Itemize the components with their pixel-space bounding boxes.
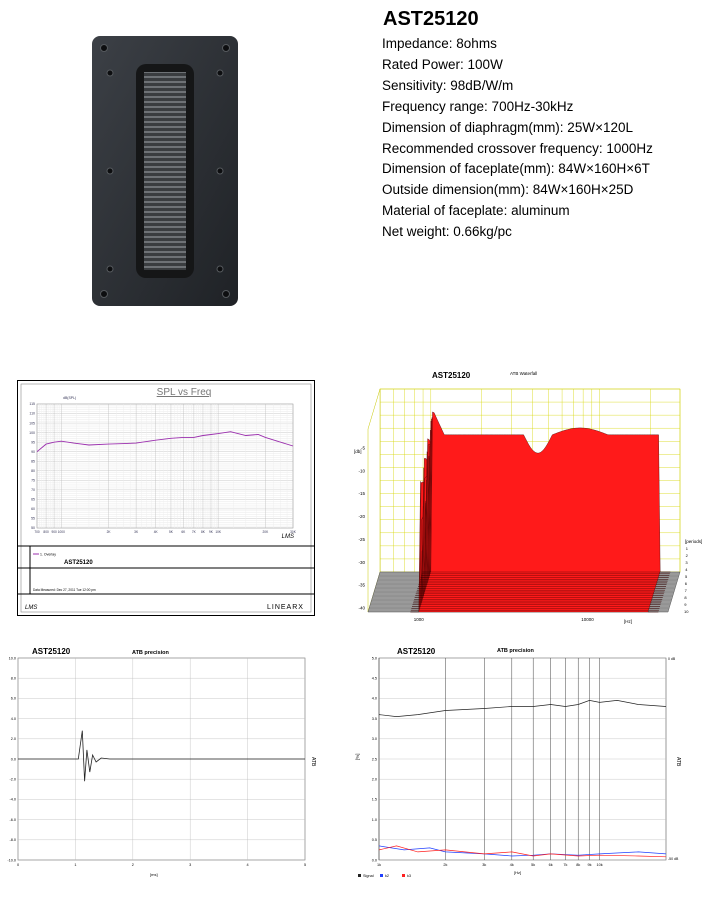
y-tick-label: 75 (31, 478, 35, 483)
y-tick-label: 4.0 (371, 696, 377, 701)
spec-item: Outside dimension(mm): 84W×160H×25D (382, 182, 634, 198)
y-tick-label: 1.5 (371, 797, 377, 802)
x-tick-label: 1 (74, 863, 77, 867)
y-tick-label: 2.5 (371, 757, 377, 762)
y-tick-label: 50 (31, 526, 35, 531)
x-tick-label: 5K (168, 530, 173, 534)
y-tick-label: -25 (358, 536, 365, 542)
y-tick-label: 65 (31, 497, 35, 502)
x-tick-label: 3 (189, 863, 192, 867)
z-tick-label: 6 (684, 581, 688, 586)
legend-swatch (358, 874, 361, 877)
x-tick-label: 0 (16, 863, 20, 867)
y-tick-label: -6.0 (9, 817, 16, 822)
z-tick-label: 2 (685, 553, 688, 558)
y-axis-label: [db] (354, 449, 362, 454)
y-axis-label: [%] (355, 753, 360, 760)
spec-item: Frequency range: 700Hz-30kHz (382, 98, 574, 114)
panel-model: AST25120 (397, 647, 436, 656)
x-tick-label: 8K (201, 530, 205, 534)
distortion-plot-area (372, 656, 666, 867)
z-tick-label: 4 (685, 567, 688, 572)
x-axis-label: [Hz] (514, 870, 522, 875)
y-tick-label: -2.0 (9, 777, 16, 782)
x-tick-label: 2k (443, 863, 448, 867)
x-tick-label: 7k (563, 863, 568, 867)
chart-title: SPL vs Freq (156, 387, 212, 398)
y-tick-label: 60 (31, 507, 35, 512)
z-tick-label: 9 (684, 602, 687, 607)
x-tick-label: 4 (246, 863, 249, 867)
y-tick-label: 70 (31, 488, 35, 493)
x-tick-label: 20K (262, 530, 269, 534)
x-tick-label: 10K (215, 530, 221, 534)
y-tick-label: -20 (358, 514, 365, 519)
x-tick-label: 3K (134, 530, 139, 534)
y-tick-label: 90 (31, 449, 35, 454)
x-tick-label: 4k (509, 863, 514, 867)
diaphragm (144, 72, 186, 270)
spl-plot-area (29, 402, 297, 534)
z-tick-label: 7 (684, 588, 687, 593)
spec-list (382, 34, 653, 243)
panel-model: AST25120 (432, 371, 471, 380)
spl-chart-panel (17, 380, 315, 616)
y-tick-label: 4.5 (371, 676, 377, 681)
y-tick-label: 95 (31, 440, 35, 445)
y-tick-label: 1.0 (371, 817, 377, 822)
measured-date: Data Measured: Dec 27, 2011 Tue 12:00 pm (33, 588, 96, 592)
y-tick-label: 2.0 (10, 737, 16, 742)
y-tick-label: -15 (358, 491, 365, 497)
product-model: AST25120 (383, 8, 479, 30)
legend-label: k2 (385, 874, 390, 878)
x-tick-label: 7K (191, 530, 196, 534)
x-tick-label: 10000 (581, 617, 594, 622)
y-tick-label: 8.0 (10, 676, 16, 681)
y-tick-label: 115 (29, 402, 35, 407)
lms-logo: LMS (281, 534, 294, 540)
y-tick-label: 0.0 (10, 757, 16, 762)
x-tick-label: 6K (181, 530, 186, 534)
x-tick-label: 9k (587, 863, 592, 867)
y-tick-label: 4.0 (10, 716, 16, 721)
spec-item: Dimension of faceplate(mm): 84W×160H×6T (382, 161, 650, 177)
z-tick-label: 8 (684, 595, 687, 600)
x-tick-label: 5 (303, 863, 307, 867)
right-tick-bottom: -50 dB (668, 857, 679, 861)
y-tick-label: 3.0 (371, 737, 377, 742)
panel-model: AST25120 (64, 560, 93, 566)
legend-swatch (402, 874, 405, 877)
panel-model: AST25120 (32, 647, 71, 656)
y-tick-label: 2.0 (371, 777, 377, 782)
y-tick-label: 55 (31, 516, 35, 521)
x-tick-label: 4K (153, 530, 158, 534)
z-tick-label: 5 (685, 574, 688, 579)
y-tick-label: 0.5 (371, 838, 377, 843)
x-tick-label: 2 (131, 863, 134, 867)
distortion-chart-panel (350, 640, 720, 890)
distortion-legend (358, 874, 411, 878)
spec-item: Net weight: 0.66kg/pc (382, 224, 512, 240)
spec-item: Dimension of diaphragm(mm): 25W×120L (382, 119, 633, 135)
y-tick-label: -5 (360, 445, 365, 451)
spec-item: Sensitivity: 98dB/W/m (382, 77, 514, 93)
y-tick-label: 0.0 (371, 858, 377, 863)
x-tick-label: 10k (596, 863, 603, 867)
y-tick-label: -4.0 (9, 797, 16, 802)
x-tick-label: 900 (51, 530, 57, 534)
legend-swatch (380, 874, 383, 877)
y-tick-label: 105 (29, 421, 35, 426)
x-tick-label: 3k (482, 863, 487, 867)
y-tick-label: 3.5 (371, 716, 377, 721)
legend-overlay: 1. Overlay (40, 552, 56, 557)
legend-label: Signal (363, 874, 374, 878)
y-tick-label: -10 (358, 468, 365, 474)
x-tick-label: 1k (376, 863, 382, 867)
x-tick-label: 9K (209, 530, 213, 534)
y-tick-label: 80 (31, 468, 35, 473)
right-tick-top: 0 dB (668, 657, 676, 661)
chart-title: ATB precision (497, 648, 534, 654)
x-tick-label: 5k (531, 863, 536, 867)
x-tick-label: 1000 (413, 617, 424, 622)
x-axis-label: [ms] (150, 872, 158, 877)
spec-item: Rated Power: 100W (382, 56, 503, 72)
y-tick-label: -35 (358, 582, 365, 588)
x-tick-label: 700 (34, 530, 40, 534)
plot-frame (37, 404, 293, 528)
waterfall-plot-area (358, 389, 689, 622)
chart-title: ATB Waterfall (510, 371, 538, 376)
z-tick-label: 3 (685, 560, 688, 565)
x-tick-label: 8k (576, 863, 581, 867)
y-tick-label: -10.0 (7, 858, 16, 863)
z-tick-label: 1 (685, 546, 689, 551)
z-tick-label: 10 (684, 609, 689, 614)
spec-item: Recommended crossover frequency: 1000Hz (382, 140, 653, 156)
x-axis-label: [Hz] (624, 619, 633, 624)
x-tick-label: 800 (43, 530, 49, 534)
y-tick-label: -30 (358, 559, 365, 565)
y-tick-label: 110 (29, 411, 35, 416)
x-tick-label: 6k (548, 863, 553, 867)
impulse-plot-area (7, 656, 306, 867)
y-tick-label: -8.0 (9, 838, 16, 843)
y-tick-label: 10.0 (8, 656, 16, 661)
x-tick-label: 2K (106, 530, 111, 534)
legend-label: k3 (407, 874, 412, 878)
x-tick-label: 1000 (57, 530, 65, 534)
right-axis-label: ATB (675, 757, 681, 767)
right-axis-label: ATB (310, 757, 316, 767)
linearx-logo: LINEARX (267, 604, 304, 611)
y-axis-label: dB(SPL) (63, 396, 77, 400)
spec-item: Impedance: 8ohms (382, 36, 497, 51)
tweeter-photo (92, 36, 238, 306)
y-tick-label: 85 (31, 459, 35, 464)
y-tick-label: -40 (358, 605, 365, 611)
lms-footer-logo: LMS (25, 605, 38, 611)
y-tick-label: 6.0 (10, 696, 16, 701)
chart-title: ATB precision (132, 650, 169, 656)
spec-item: Material of faceplate: aluminum (382, 203, 570, 219)
impulse-chart-panel (2, 640, 322, 880)
y-tick-label: 100 (29, 430, 35, 435)
waterfall-chart-panel (340, 367, 710, 625)
x-tick-label: 30K (290, 530, 296, 534)
y-tick-label: 5.0 (371, 656, 377, 661)
z-axis-label: [periods] (685, 539, 703, 544)
